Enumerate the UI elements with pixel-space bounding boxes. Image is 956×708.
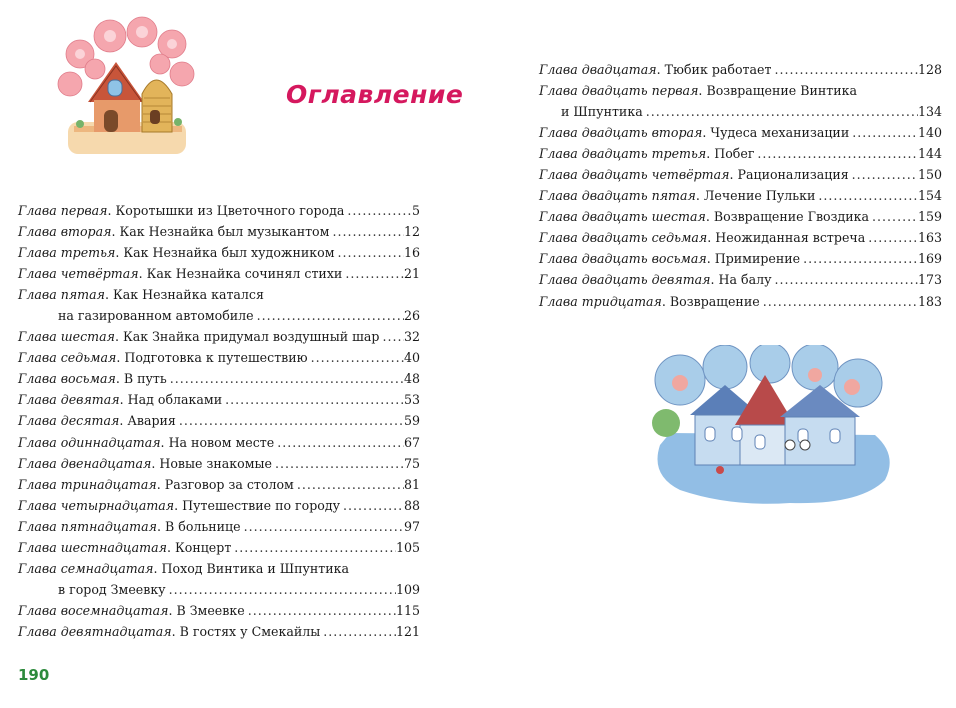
toc-entry: Глава двадцать четвёртая. Рационализация ..... 150 bbox=[539, 164, 942, 185]
toc-entry: Глава десятая. Авария ..... 59 bbox=[18, 410, 420, 431]
toc-entry: Глава шестнадцатая. Концерт ..... 105 bbox=[18, 537, 420, 558]
toc-entry: Глава тринадцатая. Разговор за столом ..... 81 bbox=[18, 474, 420, 495]
toc-entry: Глава двенадцатая. Новые знакомые ..... 75 bbox=[18, 453, 420, 474]
toc-heading: Оглавление bbox=[286, 80, 464, 109]
toc-entry: Глава двадцать девятая. На балу ..... 173 bbox=[539, 269, 942, 290]
toc-entry: Глава восьмая. В путь ..... 48 bbox=[18, 368, 420, 389]
toc-entry: Глава двадцать пятая. Лечение Пульки ..... 154 bbox=[539, 185, 942, 206]
toc-entry: Глава двадцать седьмая. Неожиданная встреча ..... 163 bbox=[539, 227, 942, 248]
toc-entry-continuation: и Шпунтика ..... 134 bbox=[539, 101, 942, 122]
page-number: 190 bbox=[18, 666, 50, 684]
toc-entry: Глава двадцать первая. Возвращение Винтика bbox=[539, 83, 857, 99]
toc-entry: Глава двадцать третья. Побег ..... 144 bbox=[539, 143, 942, 164]
toc-entry: Глава шестая. Как Знайка придумал воздушный шар ..... 32 bbox=[18, 326, 420, 347]
toc-entry: Глава девятая. Над облаками ..... 53 bbox=[18, 389, 420, 410]
toc-entry-continuation: в город Змеевку ..... 109 bbox=[18, 579, 420, 600]
toc-entry: Глава тридцатая. Возвращение ..... 183 bbox=[539, 291, 942, 312]
toc-entry: Глава семнадцатая. Поход Винтика и Шпунтика bbox=[18, 560, 350, 576]
toc-entry: Глава одиннадцатая. На новом месте ..... 67 bbox=[18, 432, 420, 453]
toc-entry: Глава девятнадцатая. В гостях у Смекайлы ..... 121 bbox=[18, 621, 420, 642]
toc-entry: Глава третья. Как Незнайка был художником ..... 16 bbox=[18, 242, 420, 263]
toc-entry: Глава восемнадцатая. В Змеевке ..... 115 bbox=[18, 600, 420, 621]
toc-entry-continuation: на газированном автомобиле ..... 26 bbox=[18, 305, 420, 326]
toc-entry: Глава седьмая. Подготовка к путешествию ..... 40 bbox=[18, 347, 420, 368]
toc-entry: Глава пятнадцатая. В больнице ..... 97 bbox=[18, 516, 420, 537]
toc-entry: Глава четырнадцатая. Путешествие по городу ..... 88 bbox=[18, 495, 420, 516]
toc-entry: Глава четвёртая. Как Незнайка сочинял стихи ..... 21 bbox=[18, 263, 420, 284]
toc-entry: Глава двадцать шестая. Возвращение Гвоздика ..... 159 bbox=[539, 206, 942, 227]
blue-town-illustration bbox=[640, 345, 895, 510]
toc-entry: Глава пятая. Как Незнайка катался bbox=[18, 287, 264, 303]
toc-entry: Глава первая. Коротышки из Цветочного города ..... 5 bbox=[18, 200, 420, 221]
toc-left-column bbox=[18, 200, 420, 642]
toc-entry: Глава двадцать вторая. Чудеса механизации ..... 140 bbox=[539, 122, 942, 143]
toc-entry: Глава вторая. Как Незнайка был музыкантом ..... 12 bbox=[18, 221, 420, 242]
flower-house-illustration bbox=[50, 14, 200, 162]
toc-entry: Глава двадцатая. Тюбик работает ..... 128 bbox=[539, 59, 942, 80]
toc-entry: Глава двадцать восьмая. Примирение ..... 169 bbox=[539, 248, 942, 269]
toc-right-column bbox=[539, 59, 942, 312]
